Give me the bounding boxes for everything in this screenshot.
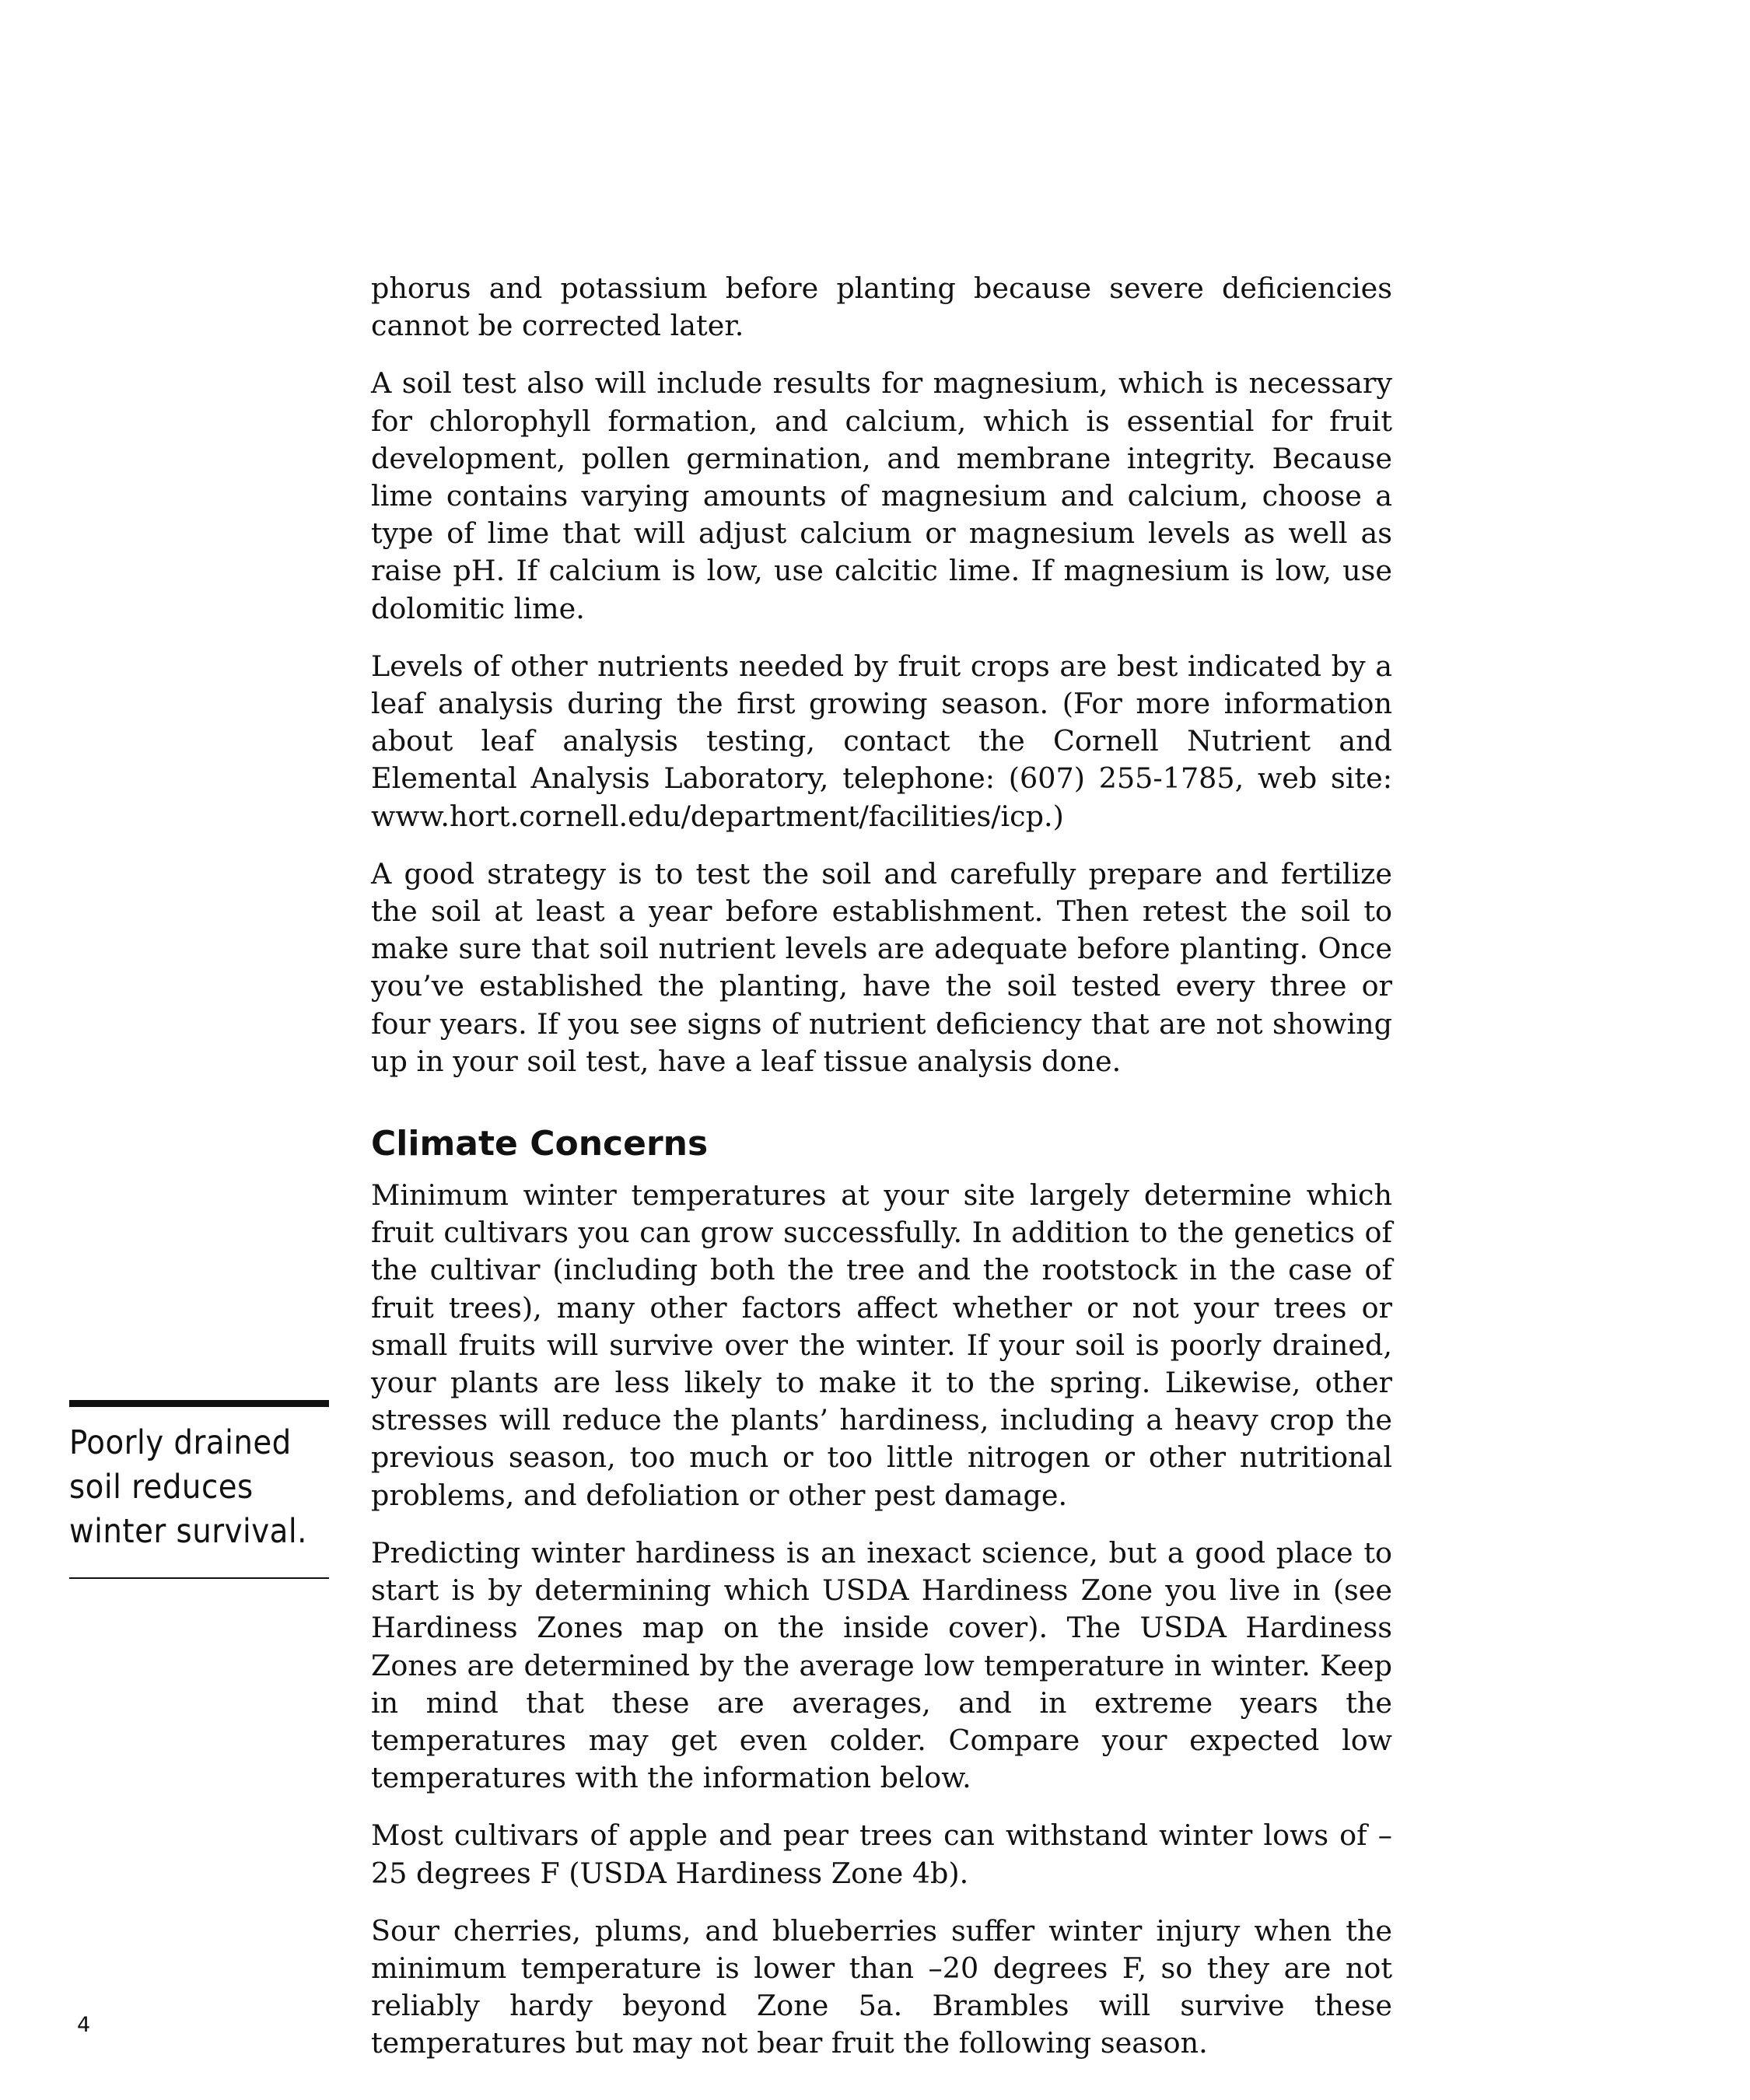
paragraph-leaf-analysis: Levels of other nutrients needed by fruit crops are best indicated by a leaf analysis during the first growing season. (For more information about leaf analysis testing, contact the Cornell Nutrient and Elemental Analysis Laboratory, telephone: (607) 255-1785, web site: www.hort.cornell.edu/department/facilities/icp.) [371, 649, 1392, 833]
pullquote-bottom-rule [69, 1577, 329, 1579]
sidebar-pullquote [69, 1400, 329, 1579]
pullquote-text: Poorly drained soil reduces winter survival. [69, 1423, 307, 1551]
paragraph-phosphorus-potassium: phorus and potassium before planting because severe deficiencies cannot be corrected later. [371, 271, 1392, 343]
paragraph-predicting-hardiness: Predicting winter hardiness is an inexact science, but a good place to start is by determining which USDA Hardiness Zone you live in (see Hardiness Zones map on the inside cover). The USDA Hardiness Zones are determined by the average low temperature in winter. Keep in mind that these are averages, and in extreme years the temperatures may get even colder. Compare your expected low temperatures with the information below. [371, 1535, 1392, 1795]
pullquote-top-rule [69, 1400, 329, 1407]
page-number: 4 [77, 2013, 91, 2037]
main-text-column [371, 270, 1392, 2083]
paragraph-soil-strategy: A good strategy is to test the soil and carefully prepare and fertilize the soil at least a year before establishment. Then retest the soil to make sure that soil nutrient levels are adequate before planting. Once you’ve established the planting, have the soil tested every three or four years. If you see signs of nutrient deficiency that are not showing up in your soil test, have a leaf tissue analysis done. [371, 856, 1392, 1078]
paragraph-magnesium-calcium: A soil test also will include results for magnesium, which is necessary for chlorophyll formation, and calcium, which is essential for fruit development, pollen germination, and membrane integrity. Because lime contains varying amounts of magnesium and calcium, choose a type of lime that will adjust calcium or magnesium levels as well as raise pH. If calcium is low, use calcitic lime. If magnesium is low, use dolomitic lime. [371, 366, 1392, 625]
paragraph-sour-cherries: Sour cherries, plums, and blueberries suffer winter injury when the minimum temperature is lower than –20 degrees F, so they are not reliably hardy beyond Zone 5a. Brambles will survive these temperatures but may not bear fruit the following season. [371, 1913, 1392, 2060]
paragraph-apple-pear: Most cultivars of apple and pear trees can withstand winter lows of –25 degrees F (USDA Hardiness Zone 4b). [371, 1818, 1392, 1890]
section-heading-climate-concerns: Climate Concerns [371, 1124, 709, 1164]
paragraph-minimum-winter-temperatures: Minimum winter temperatures at your site largely determine which fruit cultivars you can grow successfully. In addition to the genetics of the cultivar (including both the tree and the rootstock in the case of fruit trees), many other factors affect whether or not your trees or small fruits will survive over the winter. If your soil is poorly drained, your plants are less likely to make it to the spring. Likewise, other stresses will reduce the plants’ hardiness, including a heavy crop the previous season, too much or too little nitrogen or other nutritional problems, and defoliation or other pest damage. [371, 1178, 1392, 1512]
